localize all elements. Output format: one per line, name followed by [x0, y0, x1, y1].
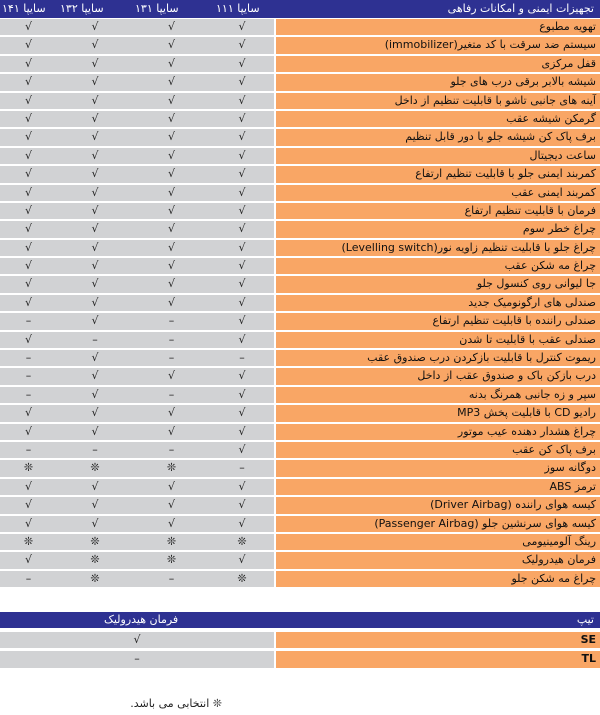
check-icon: √ — [91, 479, 99, 493]
header-title: تجهیزات ایمنی و امکانات رفاهی — [447, 2, 594, 15]
row-values — [0, 56, 274, 72]
check-icon: √ — [167, 369, 175, 383]
check-icon: √ — [91, 259, 99, 273]
table-row — [0, 295, 600, 311]
optional-icon: ❊ — [90, 553, 100, 567]
check-icon: √ — [24, 185, 32, 199]
check-icon: √ — [238, 130, 246, 144]
check-icon: √ — [238, 479, 246, 493]
check-icon: √ — [167, 111, 175, 125]
check-icon: √ — [167, 130, 175, 144]
feature-label: قفل مرکزی — [276, 56, 600, 72]
check-icon: √ — [91, 498, 99, 512]
trim-label: TL — [276, 651, 600, 667]
features-table-header — [0, 0, 600, 18]
check-icon: √ — [24, 203, 32, 217]
check-icon: √ — [167, 498, 175, 512]
check-icon: √ — [167, 56, 175, 70]
dash-icon: – — [25, 387, 32, 401]
check-icon: √ — [91, 38, 99, 52]
dash-icon: – — [168, 351, 175, 365]
row-values — [0, 19, 274, 35]
check-icon: √ — [167, 185, 175, 199]
row-values — [0, 240, 274, 256]
row-values — [0, 258, 274, 274]
optional-icon: ❊ — [90, 571, 100, 585]
check-icon: √ — [238, 277, 246, 291]
check-icon: √ — [238, 332, 246, 346]
feature-label: شیشه بالابر برقی درب های جلو — [276, 74, 600, 90]
row-values — [0, 571, 274, 587]
features-table-body — [0, 19, 600, 589]
column-saipa-141: سایپا ۱۴۱ — [2, 2, 46, 15]
check-icon: √ — [91, 351, 99, 365]
check-icon: √ — [167, 148, 175, 162]
dash-icon: – — [92, 332, 98, 346]
check-icon: √ — [24, 38, 32, 52]
check-icon: √ — [238, 295, 246, 309]
check-icon: √ — [91, 406, 99, 420]
row-values — [0, 479, 274, 495]
check-icon: √ — [167, 75, 175, 89]
check-icon: √ — [167, 203, 175, 217]
check-icon: √ — [238, 75, 246, 89]
table-row — [0, 368, 600, 384]
table-row — [0, 516, 600, 532]
check-icon: √ — [24, 259, 32, 273]
check-icon: √ — [167, 20, 175, 33]
dash-icon: – — [168, 571, 175, 585]
feature-label: گرمکن شیشه عقب — [276, 111, 600, 127]
check-icon: √ — [167, 295, 175, 309]
table-row — [0, 552, 600, 568]
feature-label: کمربند ایمنی عقب — [276, 185, 600, 201]
column-saipa-131: سایپا ۱۳۱ — [135, 2, 179, 15]
check-icon: √ — [167, 277, 175, 291]
table-row — [0, 442, 600, 458]
check-icon: √ — [167, 259, 175, 273]
check-icon: √ — [238, 424, 246, 438]
row-values — [0, 148, 274, 164]
check-icon: √ — [24, 516, 32, 530]
check-icon: √ — [91, 111, 99, 125]
feature-label: صندلی های ارگونومیک جدید — [276, 295, 600, 311]
row-values — [0, 93, 274, 109]
check-icon: √ — [238, 203, 246, 217]
check-icon: √ — [238, 38, 246, 52]
footnote — [130, 697, 222, 710]
trim-row — [0, 651, 600, 667]
optional-icon: ❊ — [237, 534, 247, 548]
check-icon: √ — [24, 130, 32, 144]
feature-label: صندلی عقب با قابلیت تا شدن — [276, 332, 600, 348]
table-row — [0, 129, 600, 145]
optional-icon: ❊ — [90, 461, 100, 475]
row-values — [0, 460, 274, 476]
feature-label: برف پاک کن شیشه جلو با دور قابل تنظیم — [276, 129, 600, 145]
optional-icon: ❊ — [23, 534, 34, 548]
check-icon: √ — [24, 75, 32, 89]
table-row — [0, 240, 600, 256]
row-values — [0, 387, 274, 403]
check-icon: √ — [24, 56, 32, 70]
row-values — [0, 313, 274, 329]
check-icon: √ — [91, 222, 99, 236]
optional-icon: ❊ — [166, 461, 177, 475]
check-icon: √ — [24, 277, 32, 291]
feature-label: تهویه مطبوع — [276, 19, 600, 35]
check-icon: √ — [238, 167, 246, 181]
feature-label: کیسه هوای راننده (Driver Airbag) — [276, 497, 600, 513]
check-icon: √ — [24, 498, 32, 512]
check-icon: √ — [91, 424, 99, 438]
feature-label: چراغ جلو با قابلیت تنظیم زاویه نور(Levelling switch) — [276, 240, 600, 256]
feature-label: جا لیوانی روی کنسول جلو — [276, 276, 600, 292]
check-icon: √ — [167, 93, 175, 107]
check-icon: √ — [238, 387, 246, 401]
dash-icon: – — [25, 442, 32, 456]
feature-label: ریموت کنترل با قابلیت بازکردن درب صندوق عقب — [276, 350, 600, 366]
table-row — [0, 166, 600, 182]
trim-value — [0, 632, 274, 648]
table-row — [0, 221, 600, 237]
check-icon: √ — [238, 56, 246, 70]
table-row — [0, 534, 600, 550]
check-icon: √ — [91, 387, 99, 401]
feature-label: دوگانه سوز — [276, 460, 600, 476]
dash-icon: – — [92, 442, 98, 456]
check-icon: √ — [91, 56, 99, 70]
check-icon: √ — [238, 240, 246, 254]
check-icon: √ — [24, 479, 32, 493]
check-icon: √ — [238, 498, 246, 512]
check-icon: √ — [24, 167, 32, 181]
check-icon: √ — [238, 93, 246, 107]
check-icon: √ — [91, 185, 99, 199]
row-values — [0, 552, 274, 568]
table-row — [0, 332, 600, 348]
dash-icon: – — [25, 314, 32, 328]
optional-icon: ❊ — [212, 697, 222, 710]
check-icon: √ — [24, 553, 32, 567]
check-icon: √ — [24, 424, 32, 438]
check-icon: √ — [167, 38, 175, 52]
row-values — [0, 74, 274, 90]
check-icon: √ — [91, 516, 99, 530]
check-icon: √ — [238, 222, 246, 236]
check-icon: √ — [167, 167, 175, 181]
optional-icon: ❊ — [23, 461, 34, 475]
dash-icon: – — [134, 652, 140, 666]
feature-label: سپر و زه جانبی همرنگ بدنه — [276, 387, 600, 403]
table-row — [0, 93, 600, 109]
table-row — [0, 479, 600, 495]
footnote-text: انتخابی می باشد. — [130, 697, 210, 710]
check-icon: √ — [24, 111, 32, 125]
feature-label: چراغ خطر سوم — [276, 221, 600, 237]
dash-icon: – — [168, 314, 175, 328]
check-icon: √ — [238, 259, 246, 273]
check-icon: √ — [238, 406, 246, 420]
column-saipa-132: سایپا ۱۳۲ — [60, 2, 104, 15]
table-row — [0, 424, 600, 440]
feature-label: سیستم ضد سرقت با کد متغیر(immobilizer) — [276, 37, 600, 53]
check-icon: √ — [24, 240, 32, 254]
feature-label: برف پاک کن عقب — [276, 442, 600, 458]
table-row — [0, 37, 600, 53]
feature-label: رادیو CD با قابلیت پخش MP3 — [276, 405, 600, 421]
feature-label: فرمان با قابلیت تنظیم ارتفاع — [276, 203, 600, 219]
table-row — [0, 148, 600, 164]
feature-label: درب بازکن باک و صندوق عقب از داخل — [276, 368, 600, 384]
check-icon: √ — [91, 203, 99, 217]
feature-label: کمربند ایمنی جلو با قابلیت تنظیم ارتفاع — [276, 166, 600, 182]
check-icon: √ — [91, 240, 99, 254]
table-row — [0, 203, 600, 219]
check-icon: √ — [238, 442, 246, 456]
row-values — [0, 405, 274, 421]
table-row — [0, 74, 600, 90]
row-values — [0, 534, 274, 550]
feature-label: رینگ آلومینیومی — [276, 534, 600, 550]
trim-label: SE — [276, 632, 600, 648]
check-icon: √ — [167, 240, 175, 254]
dash-icon: – — [168, 387, 175, 401]
check-icon: √ — [91, 295, 99, 309]
row-values — [0, 185, 274, 201]
row-values — [0, 129, 274, 145]
table-row — [0, 19, 600, 35]
dash-icon: – — [25, 369, 32, 383]
trim-row — [0, 632, 600, 648]
check-icon: √ — [167, 424, 175, 438]
row-values — [0, 516, 274, 532]
feature-label: چراغ مه شکن جلو — [276, 571, 600, 587]
check-icon: √ — [91, 167, 99, 181]
dash-icon: – — [239, 351, 245, 365]
optional-icon: ❊ — [237, 571, 247, 585]
check-icon: √ — [238, 20, 246, 33]
feature-label: چراغ هشدار دهنده عیب موتور — [276, 424, 600, 440]
row-values — [0, 442, 274, 458]
check-icon: √ — [167, 479, 175, 493]
feature-label: آینه های جانبی تاشو با قابلیت تنظیم از داخل — [276, 93, 600, 109]
row-values — [0, 497, 274, 513]
check-icon: √ — [91, 369, 99, 383]
trim-value — [0, 651, 274, 667]
dash-icon: – — [168, 332, 175, 346]
trim-table-header — [0, 612, 600, 628]
feature-label: چراغ مه شکن عقب — [276, 258, 600, 274]
row-values — [0, 203, 274, 219]
table-row — [0, 460, 600, 476]
check-icon: √ — [238, 314, 246, 328]
check-icon: √ — [238, 185, 246, 199]
table-row — [0, 111, 600, 127]
row-values — [0, 166, 274, 182]
check-icon: √ — [24, 93, 32, 107]
table-row — [0, 405, 600, 421]
check-icon: √ — [91, 20, 99, 33]
trim-table-body — [0, 632, 600, 671]
check-icon: √ — [238, 553, 246, 567]
check-icon: √ — [238, 148, 246, 162]
row-values — [0, 221, 274, 237]
check-icon: √ — [24, 148, 32, 162]
check-icon: √ — [91, 277, 99, 291]
check-icon: √ — [24, 222, 32, 236]
table-row — [0, 185, 600, 201]
optional-icon: ❊ — [90, 534, 100, 548]
table-row — [0, 258, 600, 274]
feature-label: فرمان هیدرولیک — [276, 552, 600, 568]
table-row — [0, 387, 600, 403]
dash-icon: – — [25, 571, 32, 585]
check-icon: √ — [133, 633, 141, 646]
dash-icon: – — [25, 351, 32, 365]
row-values — [0, 350, 274, 366]
check-icon: √ — [91, 130, 99, 144]
feature-label: ساعت دیجیتال — [276, 148, 600, 164]
feature-label: صندلی راننده با قابلیت تنظیم ارتفاع — [276, 313, 600, 329]
check-icon: √ — [238, 516, 246, 530]
row-values — [0, 368, 274, 384]
check-icon: √ — [91, 314, 99, 328]
check-icon: √ — [24, 295, 32, 309]
trim-header-label: تیپ — [576, 613, 594, 626]
feature-label: کیسه هوای سرنشین جلو (Passenger Airbag) — [276, 516, 600, 532]
optional-icon: ❊ — [166, 553, 177, 567]
check-icon: √ — [167, 222, 175, 236]
row-values — [0, 37, 274, 53]
table-row — [0, 571, 600, 587]
check-icon: √ — [91, 75, 99, 89]
optional-icon: ❊ — [166, 534, 177, 548]
check-icon: √ — [24, 406, 32, 420]
check-icon: √ — [91, 93, 99, 107]
dash-icon: – — [168, 442, 175, 456]
table-row — [0, 313, 600, 329]
check-icon: √ — [167, 516, 175, 530]
check-icon: √ — [167, 406, 175, 420]
column-saipa-111: سایپا ۱۱۱ — [216, 2, 260, 15]
trim-header-value: فرمان هیدرولیک — [104, 613, 179, 626]
row-values — [0, 295, 274, 311]
row-values — [0, 276, 274, 292]
check-icon: √ — [24, 20, 32, 33]
check-icon: √ — [238, 369, 246, 383]
row-values — [0, 111, 274, 127]
table-row — [0, 56, 600, 72]
check-icon: √ — [238, 111, 246, 125]
table-row — [0, 497, 600, 513]
check-icon: √ — [24, 332, 32, 346]
row-values — [0, 332, 274, 348]
table-row — [0, 350, 600, 366]
feature-label: ترمز ABS — [276, 479, 600, 495]
table-row — [0, 276, 600, 292]
check-icon: √ — [91, 148, 99, 162]
dash-icon: – — [239, 461, 245, 475]
row-values — [0, 424, 274, 440]
